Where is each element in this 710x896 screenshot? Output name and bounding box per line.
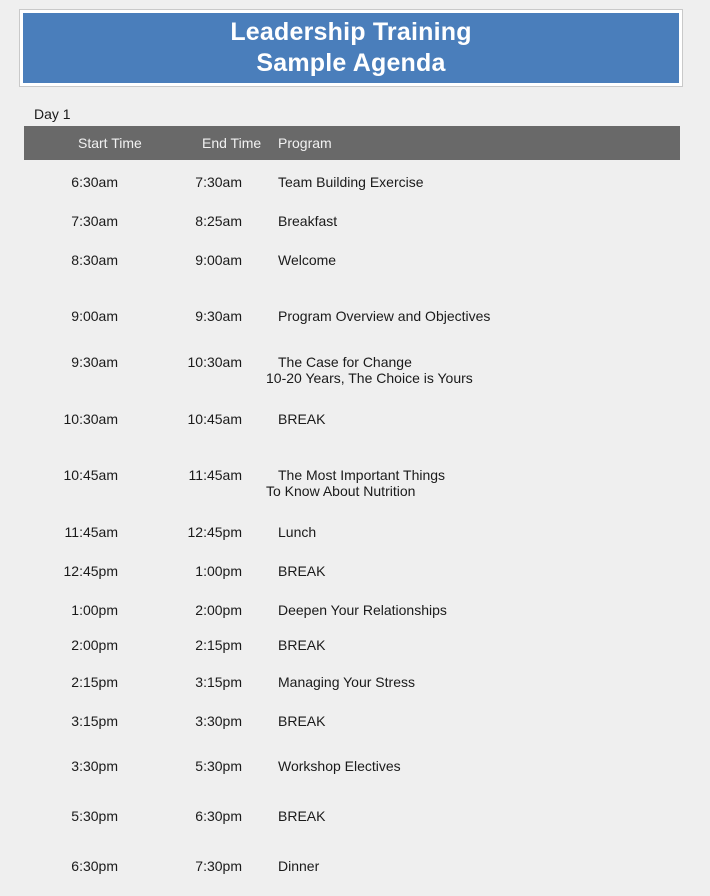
cell-end-time (144, 699, 266, 744)
cell-start-time (24, 510, 144, 549)
document-title-line-2: Sample Agenda (256, 49, 446, 77)
table-row (24, 844, 680, 884)
cell-program (266, 699, 680, 744)
cell-end-time (144, 794, 266, 844)
table-row (24, 294, 680, 340)
end-time-value: 9:30am (195, 308, 242, 324)
column-header-program (266, 126, 680, 160)
cell-program (266, 623, 680, 660)
end-time-value: 8:25am (195, 213, 242, 229)
end-time-value: 7:30pm (195, 858, 242, 874)
end-time-value: 3:30pm (195, 713, 242, 729)
start-time-value: 3:30pm (71, 758, 118, 774)
program-value: The Case for Change (278, 354, 412, 370)
program-value: The Most Important Things (278, 467, 446, 483)
column-header-start-time-label: Start Time (78, 135, 142, 151)
cell-program (266, 794, 680, 844)
program-value: Team Building Exercise (278, 174, 424, 190)
table-row (24, 238, 680, 294)
program-subvalue: 10-20 Years, The Choice is Yours (266, 370, 473, 386)
day-label: Day 1 (34, 106, 71, 122)
start-time-value: 12:45pm (63, 563, 118, 579)
cell-start-time (24, 453, 144, 510)
cell-start-time (24, 340, 144, 397)
table-row (24, 510, 680, 549)
cell-program (266, 160, 680, 199)
cell-program (266, 199, 680, 238)
start-time-value: 9:30am (71, 354, 118, 370)
cell-end-time (144, 397, 266, 453)
end-time-value: 6:30pm (195, 808, 242, 824)
cell-program (266, 588, 680, 623)
program-value: BREAK (278, 713, 326, 729)
start-time-value: 9:00am (71, 308, 118, 324)
agenda-header-row (24, 126, 680, 160)
start-time-value: 1:00pm (71, 602, 118, 618)
cell-end-time (144, 623, 266, 660)
start-time-value: 6:30am (71, 174, 118, 190)
agenda-table (24, 126, 680, 884)
program-value: BREAK (278, 563, 326, 579)
end-time-value: 5:30pm (195, 758, 242, 774)
table-row (24, 549, 680, 588)
title-banner (20, 10, 682, 86)
cell-start-time (24, 238, 144, 294)
program-value: BREAK (278, 808, 326, 824)
cell-end-time (144, 453, 266, 510)
cell-program (266, 340, 680, 397)
cell-start-time (24, 744, 144, 794)
end-time-value: 1:00pm (195, 563, 242, 579)
start-time-value: 11:45am (64, 524, 118, 540)
table-row (24, 340, 680, 397)
cell-program (266, 397, 680, 453)
cell-program (266, 744, 680, 794)
end-time-value: 11:45am (188, 467, 242, 483)
agenda-table-wrapper (24, 126, 680, 884)
table-row (24, 453, 680, 510)
start-time-value: 7:30am (71, 213, 118, 229)
cell-program (266, 510, 680, 549)
table-row (24, 699, 680, 744)
end-time-value: 2:15pm (195, 637, 242, 653)
start-time-value: 10:45am (63, 467, 118, 483)
end-time-value: 10:30am (187, 354, 242, 370)
end-time-value: 7:30am (195, 174, 242, 190)
document-title-line-1: Leadership Training (230, 18, 472, 46)
cell-start-time (24, 549, 144, 588)
start-time-value: 3:15pm (71, 713, 118, 729)
program-subvalue: To Know About Nutrition (266, 483, 416, 499)
cell-end-time (144, 588, 266, 623)
program-value: BREAK (278, 411, 326, 427)
program-value: Breakfast (278, 213, 338, 229)
cell-program (266, 453, 680, 510)
end-time-value: 3:15pm (195, 674, 242, 690)
column-header-end-time-label: End Time (202, 135, 262, 151)
cell-end-time (144, 160, 266, 199)
program-value: Lunch (278, 524, 317, 540)
agenda-table-body (24, 160, 680, 884)
cell-start-time (24, 794, 144, 844)
program-value: Welcome (278, 252, 337, 268)
cell-start-time (24, 199, 144, 238)
table-row (24, 660, 680, 699)
start-time-value: 6:30pm (71, 858, 118, 874)
cell-start-time (24, 588, 144, 623)
program-value: Workshop Electives (278, 758, 401, 774)
start-time-value: 10:30am (63, 411, 118, 427)
program-value: Program Overview and Objectives (278, 308, 491, 324)
program-value: BREAK (278, 637, 326, 653)
cell-program (266, 238, 680, 294)
end-time-value: 12:45pm (187, 524, 242, 540)
cell-program (266, 294, 680, 340)
cell-program (266, 660, 680, 699)
cell-start-time (24, 294, 144, 340)
cell-end-time (144, 199, 266, 238)
cell-end-time (144, 510, 266, 549)
start-time-value: 8:30am (71, 252, 118, 268)
table-row (24, 794, 680, 844)
cell-start-time (24, 844, 144, 884)
cell-end-time (144, 549, 266, 588)
column-header-start-time (24, 126, 144, 160)
cell-program (266, 844, 680, 884)
table-row (24, 397, 680, 453)
table-row (24, 623, 680, 660)
cell-end-time (144, 294, 266, 340)
cell-end-time (144, 238, 266, 294)
cell-start-time (24, 160, 144, 199)
start-time-value: 2:00pm (71, 637, 118, 653)
cell-start-time (24, 660, 144, 699)
table-row (24, 160, 680, 199)
start-time-value: 5:30pm (71, 808, 118, 824)
program-value: Managing Your Stress (278, 674, 415, 690)
program-value: Dinner (278, 858, 320, 874)
cell-end-time (144, 844, 266, 884)
start-time-value: 2:15pm (71, 674, 118, 690)
column-header-end-time (144, 126, 266, 160)
end-time-value: 10:45am (187, 411, 242, 427)
table-row (24, 199, 680, 238)
table-row (24, 588, 680, 623)
cell-end-time (144, 744, 266, 794)
cell-end-time (144, 660, 266, 699)
column-header-program-label: Program (278, 135, 332, 151)
cell-start-time (24, 623, 144, 660)
agenda-table-head (24, 126, 680, 160)
cell-start-time (24, 699, 144, 744)
program-value: Deepen Your Relationships (278, 602, 447, 618)
cell-program (266, 549, 680, 588)
table-row (24, 744, 680, 794)
end-time-value: 9:00am (195, 252, 242, 268)
end-time-value: 2:00pm (195, 602, 242, 618)
cell-start-time (24, 397, 144, 453)
cell-end-time (144, 340, 266, 397)
